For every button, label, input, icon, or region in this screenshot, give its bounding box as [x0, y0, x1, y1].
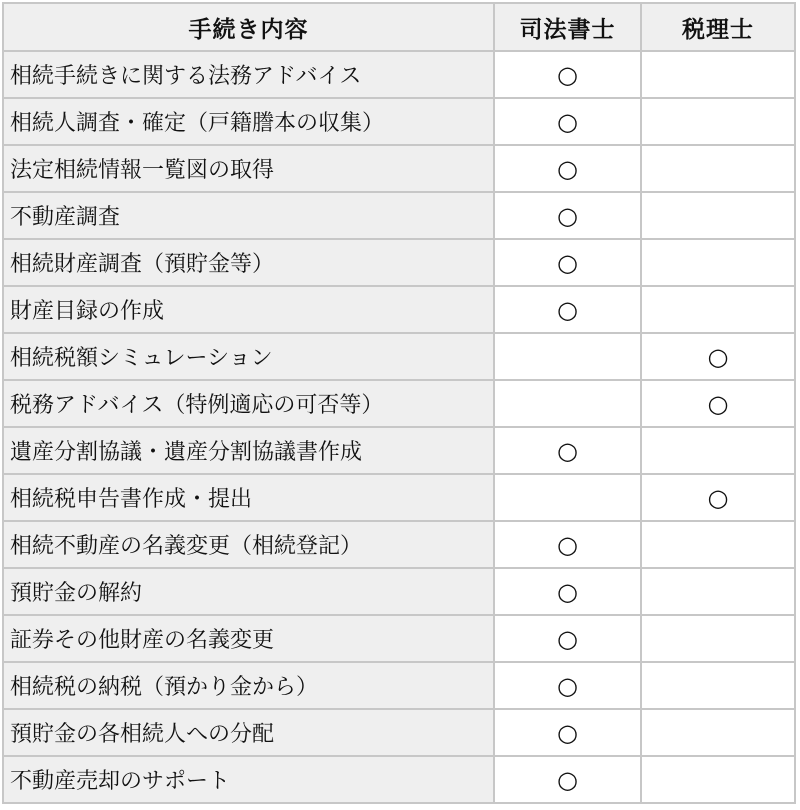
judicial-scrivener-cell — [494, 286, 641, 333]
table-row — [3, 474, 795, 521]
judicial-scrivener-cell — [494, 521, 641, 568]
judicial-scrivener-cell — [494, 427, 641, 474]
judicial-scrivener-cell — [494, 51, 641, 98]
circle-mark-icon: ○ — [557, 624, 578, 653]
procedure-cell: 相続人調査・確定（戸籍謄本の収集） — [3, 98, 494, 145]
tax-accountant-cell — [641, 380, 795, 427]
header-judicial-scrivener: 司法書士 — [494, 3, 641, 51]
table-row — [3, 192, 795, 239]
tax-accountant-cell — [641, 709, 795, 756]
circle-mark-icon: ○ — [557, 765, 578, 794]
table-row — [3, 145, 795, 192]
procedure-cell: 相続財産調査（預貯金等） — [3, 239, 494, 286]
tax-accountant-cell — [641, 615, 795, 662]
tax-accountant-cell — [641, 521, 795, 568]
judicial-scrivener-cell — [494, 568, 641, 615]
circle-mark-icon: ○ — [557, 671, 578, 700]
procedure-cell: 相続税の納税（預かり金から） — [3, 662, 494, 709]
circle-mark-icon: ○ — [557, 201, 578, 230]
judicial-scrivener-cell — [494, 98, 641, 145]
circle-mark-icon: ○ — [707, 389, 729, 418]
table-header-row — [3, 3, 795, 51]
tax-accountant-cell — [641, 145, 795, 192]
table-row — [3, 286, 795, 333]
header-procedure: 手続き内容 — [3, 3, 494, 51]
circle-mark-icon: ○ — [557, 436, 578, 465]
table-row — [3, 380, 795, 427]
procedure-cell: 遺産分割協議・遺産分割協議書作成 — [3, 427, 494, 474]
table-row — [3, 709, 795, 756]
table-row — [3, 98, 795, 145]
procedure-cell: 預貯金の各相続人への分配 — [3, 709, 494, 756]
circle-mark-icon: ○ — [557, 530, 578, 559]
judicial-scrivener-cell — [494, 239, 641, 286]
tax-accountant-cell — [641, 474, 795, 521]
circle-mark-icon: ○ — [557, 718, 578, 747]
procedure-cell: 相続手続きに関する法務アドバイス — [3, 51, 494, 98]
circle-mark-icon: ○ — [557, 60, 578, 89]
judicial-scrivener-cell — [494, 333, 641, 380]
judicial-scrivener-cell — [494, 662, 641, 709]
procedure-cell: 不動産売却のサポート — [3, 756, 494, 803]
comparison-table — [2, 2, 796, 804]
table-body — [3, 51, 795, 803]
table-row — [3, 239, 795, 286]
tax-accountant-cell — [641, 192, 795, 239]
table-row — [3, 51, 795, 98]
judicial-scrivener-cell — [494, 615, 641, 662]
tax-accountant-cell — [641, 51, 795, 98]
procedure-cell: 相続税申告書作成・提出 — [3, 474, 494, 521]
tax-accountant-cell — [641, 756, 795, 803]
circle-mark-icon: ○ — [557, 248, 578, 277]
tax-accountant-cell — [641, 239, 795, 286]
procedure-cell: 税務アドバイス（特例適応の可否等） — [3, 380, 494, 427]
tax-accountant-cell — [641, 662, 795, 709]
comparison-table-container — [2, 2, 794, 804]
table-row — [3, 427, 795, 474]
procedure-cell: 法定相続情報一覧図の取得 — [3, 145, 494, 192]
procedure-cell: 預貯金の解約 — [3, 568, 494, 615]
judicial-scrivener-cell — [494, 192, 641, 239]
procedure-cell: 証券その他財産の名義変更 — [3, 615, 494, 662]
circle-mark-icon: ○ — [557, 295, 578, 324]
table-row — [3, 662, 795, 709]
tax-accountant-cell — [641, 427, 795, 474]
table-row — [3, 568, 795, 615]
tax-accountant-cell — [641, 333, 795, 380]
table-row — [3, 756, 795, 803]
tax-accountant-cell — [641, 98, 795, 145]
table-row — [3, 333, 795, 380]
procedure-cell: 不動産調査 — [3, 192, 494, 239]
circle-mark-icon: ○ — [707, 342, 729, 371]
judicial-scrivener-cell — [494, 709, 641, 756]
header-tax-accountant: 税理士 — [641, 3, 795, 51]
procedure-cell: 財産目録の作成 — [3, 286, 494, 333]
circle-mark-icon: ○ — [557, 577, 578, 606]
tax-accountant-cell — [641, 568, 795, 615]
table-row — [3, 615, 795, 662]
procedure-cell: 相続不動産の名義変更（相続登記） — [3, 521, 494, 568]
procedure-cell: 相続税額シミュレーション — [3, 333, 494, 380]
judicial-scrivener-cell — [494, 380, 641, 427]
judicial-scrivener-cell — [494, 145, 641, 192]
circle-mark-icon: ○ — [557, 107, 578, 136]
circle-mark-icon: ○ — [707, 483, 729, 512]
judicial-scrivener-cell — [494, 474, 641, 521]
judicial-scrivener-cell — [494, 756, 641, 803]
table-row — [3, 521, 795, 568]
circle-mark-icon: ○ — [557, 154, 578, 183]
tax-accountant-cell — [641, 286, 795, 333]
